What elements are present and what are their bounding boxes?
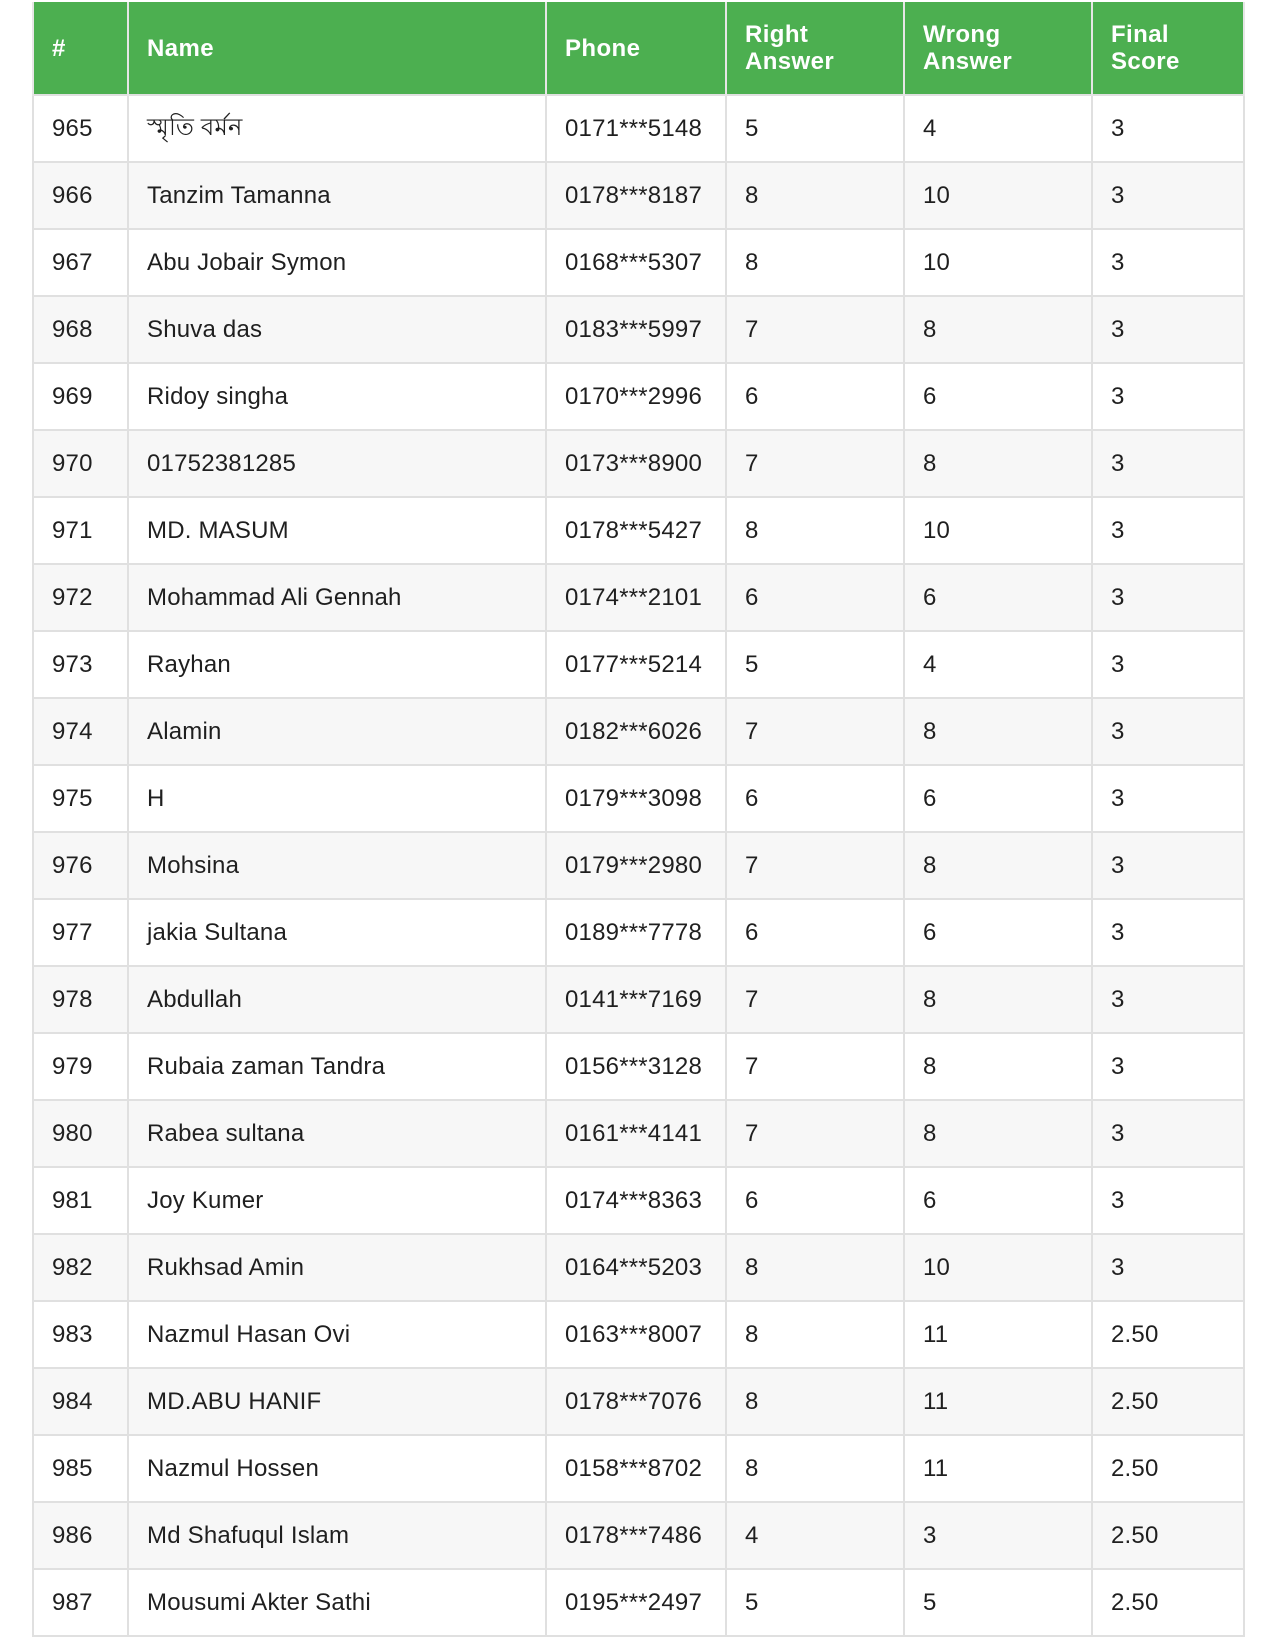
header-phone: Phone: [546, 2, 726, 95]
cell-name: Alamin: [128, 698, 546, 765]
cell-number: 987: [33, 1569, 128, 1636]
cell-phone: 0178***5427: [546, 497, 726, 564]
cell-wrong-answer: 11: [904, 1368, 1092, 1435]
cell-wrong-answer: 11: [904, 1301, 1092, 1368]
cell-wrong-answer: 8: [904, 966, 1092, 1033]
cell-final-score: 3: [1092, 564, 1244, 631]
cell-right-answer: 8: [726, 229, 904, 296]
cell-number: 971: [33, 497, 128, 564]
cell-number: 970: [33, 430, 128, 497]
cell-wrong-answer: 8: [904, 832, 1092, 899]
cell-number: 985: [33, 1435, 128, 1502]
cell-final-score: 3: [1092, 698, 1244, 765]
cell-wrong-answer: 8: [904, 296, 1092, 363]
cell-name: Nazmul Hossen: [128, 1435, 546, 1502]
cell-phone: 0173***8900: [546, 430, 726, 497]
cell-final-score: 3: [1092, 1033, 1244, 1100]
cell-number: 969: [33, 363, 128, 430]
cell-right-answer: 8: [726, 1234, 904, 1301]
cell-wrong-answer: 3: [904, 1502, 1092, 1569]
cell-number: 983: [33, 1301, 128, 1368]
cell-name: Rukhsad Amin: [128, 1234, 546, 1301]
table-header: [33, 2, 1244, 95]
cell-name: Ridoy singha: [128, 363, 546, 430]
cell-final-score: 2.50: [1092, 1368, 1244, 1435]
cell-right-answer: 7: [726, 296, 904, 363]
cell-final-score: 2.50: [1092, 1569, 1244, 1636]
cell-name: MD.ABU HANIF: [128, 1368, 546, 1435]
cell-final-score: 3: [1092, 95, 1244, 162]
cell-final-score: 2.50: [1092, 1435, 1244, 1502]
cell-right-answer: 7: [726, 966, 904, 1033]
table-row: [33, 1301, 1244, 1368]
cell-name: Rabea sultana: [128, 1100, 546, 1167]
cell-right-answer: 7: [726, 832, 904, 899]
cell-right-answer: 8: [726, 1301, 904, 1368]
header-name: Name: [128, 2, 546, 95]
cell-final-score: 3: [1092, 966, 1244, 1033]
cell-final-score: 3: [1092, 631, 1244, 698]
cell-number: 974: [33, 698, 128, 765]
cell-wrong-answer: 5: [904, 1569, 1092, 1636]
cell-phone: 0174***2101: [546, 564, 726, 631]
cell-name: MD. MASUM: [128, 497, 546, 564]
cell-phone: 0179***3098: [546, 765, 726, 832]
cell-name: Mousumi Akter Sathi: [128, 1569, 546, 1636]
table-row: [33, 832, 1244, 899]
table-row: [33, 698, 1244, 765]
cell-final-score: 3: [1092, 497, 1244, 564]
table-row: [33, 296, 1244, 363]
cell-phone: 0163***8007: [546, 1301, 726, 1368]
cell-wrong-answer: 10: [904, 229, 1092, 296]
cell-final-score: 3: [1092, 832, 1244, 899]
cell-name: Mohammad Ali Gennah: [128, 564, 546, 631]
cell-right-answer: 6: [726, 899, 904, 966]
table-row: [33, 631, 1244, 698]
cell-number: 980: [33, 1100, 128, 1167]
cell-phone: 0174***8363: [546, 1167, 726, 1234]
cell-number: 977: [33, 899, 128, 966]
cell-right-answer: 5: [726, 631, 904, 698]
cell-right-answer: 6: [726, 1167, 904, 1234]
table-row: [33, 564, 1244, 631]
cell-wrong-answer: 8: [904, 1100, 1092, 1167]
cell-final-score: 3: [1092, 1234, 1244, 1301]
cell-final-score: 3: [1092, 162, 1244, 229]
table-row: [33, 229, 1244, 296]
table-row: [33, 899, 1244, 966]
table-row: [33, 1033, 1244, 1100]
cell-phone: 0177***5214: [546, 631, 726, 698]
cell-phone: 0156***3128: [546, 1033, 726, 1100]
cell-right-answer: 6: [726, 765, 904, 832]
cell-wrong-answer: 8: [904, 698, 1092, 765]
table-row: [33, 162, 1244, 229]
cell-name: 01752381285: [128, 430, 546, 497]
cell-phone: 0178***7076: [546, 1368, 726, 1435]
header-wrong-answer: Wrong Answer: [904, 2, 1092, 95]
cell-number: 967: [33, 229, 128, 296]
cell-wrong-answer: 6: [904, 363, 1092, 430]
results-table: [32, 2, 1245, 1637]
cell-name: Nazmul Hasan Ovi: [128, 1301, 546, 1368]
cell-phone: 0170***2996: [546, 363, 726, 430]
table-row: [33, 1435, 1244, 1502]
header-row: [33, 2, 1244, 95]
cell-phone: 0183***5997: [546, 296, 726, 363]
cell-number: 966: [33, 162, 128, 229]
table-row: [33, 363, 1244, 430]
cell-wrong-answer: 6: [904, 564, 1092, 631]
cell-number: 973: [33, 631, 128, 698]
cell-right-answer: 7: [726, 430, 904, 497]
table-row: [33, 1569, 1244, 1636]
cell-number: 984: [33, 1368, 128, 1435]
cell-phone: 0161***4141: [546, 1100, 726, 1167]
cell-final-score: 3: [1092, 363, 1244, 430]
table-row: [33, 430, 1244, 497]
table-row: [33, 966, 1244, 1033]
cell-wrong-answer: 4: [904, 631, 1092, 698]
table-row: [33, 1368, 1244, 1435]
cell-wrong-answer: 10: [904, 1234, 1092, 1301]
cell-phone: 0189***7778: [546, 899, 726, 966]
cell-right-answer: 4: [726, 1502, 904, 1569]
cell-name: Rayhan: [128, 631, 546, 698]
cell-final-score: 3: [1092, 1100, 1244, 1167]
cell-number: 979: [33, 1033, 128, 1100]
cell-phone: 0179***2980: [546, 832, 726, 899]
cell-wrong-answer: 4: [904, 95, 1092, 162]
cell-name: Mohsina: [128, 832, 546, 899]
cell-phone: 0168***5307: [546, 229, 726, 296]
cell-final-score: 3: [1092, 296, 1244, 363]
cell-final-score: 3: [1092, 765, 1244, 832]
cell-final-score: 3: [1092, 229, 1244, 296]
cell-right-answer: 5: [726, 1569, 904, 1636]
table-row: [33, 1167, 1244, 1234]
cell-name: Shuva das: [128, 296, 546, 363]
cell-phone: 0141***7169: [546, 966, 726, 1033]
cell-number: 976: [33, 832, 128, 899]
cell-number: 972: [33, 564, 128, 631]
cell-phone: 0182***6026: [546, 698, 726, 765]
table-row: [33, 1234, 1244, 1301]
cell-final-score: 3: [1092, 899, 1244, 966]
cell-name: Tanzim Tamanna: [128, 162, 546, 229]
cell-phone: 0178***8187: [546, 162, 726, 229]
cell-number: 965: [33, 95, 128, 162]
cell-right-answer: 8: [726, 1435, 904, 1502]
cell-wrong-answer: 10: [904, 162, 1092, 229]
header-number: #: [33, 2, 128, 95]
cell-final-score: 3: [1092, 1167, 1244, 1234]
cell-wrong-answer: 6: [904, 1167, 1092, 1234]
cell-right-answer: 7: [726, 698, 904, 765]
cell-wrong-answer: 8: [904, 1033, 1092, 1100]
cell-number: 978: [33, 966, 128, 1033]
cell-phone: 0171***5148: [546, 95, 726, 162]
cell-number: 975: [33, 765, 128, 832]
cell-phone: 0178***7486: [546, 1502, 726, 1569]
cell-right-answer: 5: [726, 95, 904, 162]
cell-right-answer: 8: [726, 162, 904, 229]
table-row: [33, 1502, 1244, 1569]
cell-wrong-answer: 6: [904, 899, 1092, 966]
cell-phone: 0195***2497: [546, 1569, 726, 1636]
header-final-score: Final Score: [1092, 2, 1244, 95]
cell-final-score: 2.50: [1092, 1502, 1244, 1569]
cell-right-answer: 7: [726, 1100, 904, 1167]
cell-name: Abdullah: [128, 966, 546, 1033]
table-body: [33, 95, 1244, 1636]
cell-right-answer: 6: [726, 363, 904, 430]
cell-number: 981: [33, 1167, 128, 1234]
cell-right-answer: 7: [726, 1033, 904, 1100]
cell-name: jakia Sultana: [128, 899, 546, 966]
cell-number: 982: [33, 1234, 128, 1301]
cell-right-answer: 8: [726, 497, 904, 564]
table-row: [33, 1100, 1244, 1167]
table-row: [33, 765, 1244, 832]
cell-wrong-answer: 6: [904, 765, 1092, 832]
cell-phone: 0158***8702: [546, 1435, 726, 1502]
cell-phone: 0164***5203: [546, 1234, 726, 1301]
cell-right-answer: 6: [726, 564, 904, 631]
cell-wrong-answer: 10: [904, 497, 1092, 564]
table-row: [33, 497, 1244, 564]
cell-name: Joy Kumer: [128, 1167, 546, 1234]
cell-name: Abu Jobair Symon: [128, 229, 546, 296]
table-row: [33, 95, 1244, 162]
header-right-answer: Right Answer: [726, 2, 904, 95]
cell-wrong-answer: 8: [904, 430, 1092, 497]
cell-wrong-answer: 11: [904, 1435, 1092, 1502]
cell-final-score: 2.50: [1092, 1301, 1244, 1368]
cell-name: Md Shafuqul Islam: [128, 1502, 546, 1569]
cell-name: H: [128, 765, 546, 832]
cell-number: 968: [33, 296, 128, 363]
cell-right-answer: 8: [726, 1368, 904, 1435]
cell-number: 986: [33, 1502, 128, 1569]
cell-name: Rubaia zaman Tandra: [128, 1033, 546, 1100]
cell-final-score: 3: [1092, 430, 1244, 497]
cell-name: স্মৃতি বর্মন: [128, 95, 546, 162]
